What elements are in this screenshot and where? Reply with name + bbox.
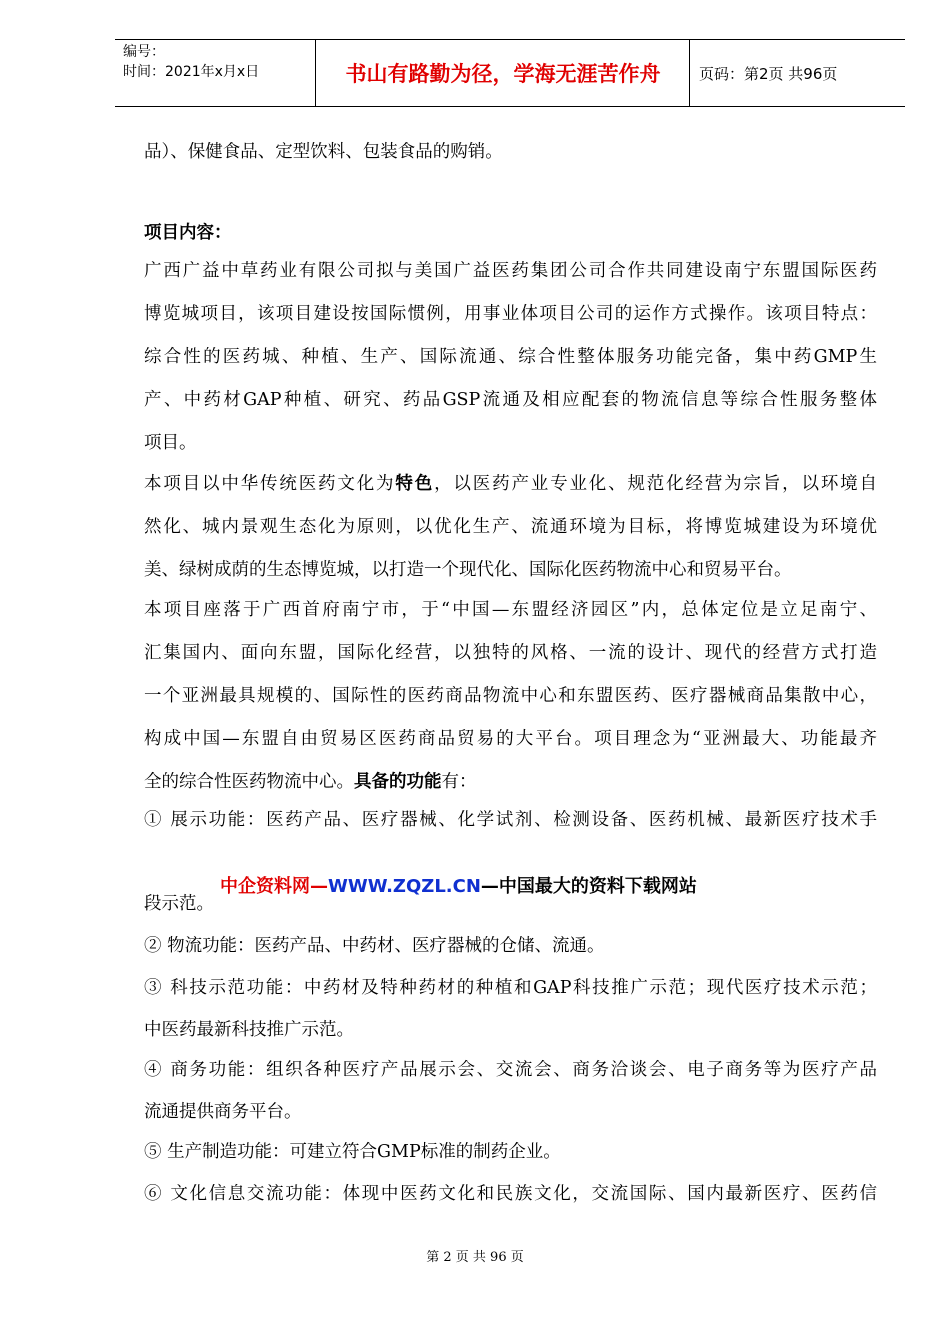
body-line: 品）、保健食品、定型饮料、包装食品的购销。 bbox=[144, 142, 503, 162]
body-line: 构成中国—东盟自由贸易区医药商品贸易的大平台。项目理念为“亚洲最大、功能最齐 bbox=[144, 729, 877, 749]
bold-phrase: 特色 bbox=[395, 474, 435, 494]
header-motto: 书山有路勤为径，学海无涯苦作舟 bbox=[345, 62, 661, 86]
body-line: 博览城项目，该项目建设按国际惯例，用事业体项目公司的运作方式操作。该项目特点： bbox=[144, 304, 877, 324]
serial-label: 编号： bbox=[123, 44, 165, 60]
header-divider bbox=[315, 40, 316, 106]
body-line: 段示范。 bbox=[144, 894, 214, 914]
body-line: 本项目座落于广西首府南宁市，于“中国—东盟经济园区”内，总体定位是立足南宁、 bbox=[144, 600, 877, 620]
time-label: 时间：2021年x月x日 bbox=[123, 64, 260, 80]
body-line: 美、绿树成荫的生态博览城，以打造一个现代化、国际化医药物流中心和贸易平台。 bbox=[144, 560, 792, 580]
body-line: 综合性的医药城、种植、生产、国际流通、综合性整体服务功能完备，集中药GMP生 bbox=[144, 347, 877, 367]
body-line: 产、中药材GAP种植、研究、药品GSP流通及相应配套的物流信息等综合性服务整体 bbox=[144, 390, 877, 410]
header-divider bbox=[689, 40, 690, 106]
list-item: ③ 科技示范功能：中药材及特种药材的种植和GAP科技推广示范；现代医疗技术示范； bbox=[144, 978, 877, 998]
list-item: ② 物流功能：医药产品、中药材、医疗器械的仓储、流通。 bbox=[144, 936, 605, 956]
body-line: 本项目以中华传统医药文化为特色，以医药产业专业化、规范化经营为宗旨，以环境自 bbox=[144, 474, 878, 494]
body-line: 中医药最新科技推广示范。 bbox=[144, 1020, 354, 1040]
body-line: 项目。 bbox=[144, 433, 197, 453]
header-meta bbox=[123, 42, 259, 82]
header-page-number: 页码：第2页 共96页 bbox=[699, 64, 838, 83]
body-line: 全的综合性医药物流中心。具备的功能有： bbox=[144, 772, 477, 792]
section-heading: 项目内容： bbox=[144, 223, 232, 243]
bold-phrase: 具备的功能 bbox=[354, 772, 442, 792]
body-line: 汇集国内、面向东盟，国际化经营，以独特的风格、一流的设计、现代的经营方式打造 bbox=[144, 643, 877, 663]
body-line: 流通提供商务平台。 bbox=[144, 1102, 302, 1122]
list-item: ④ 商务功能：组织各种医疗产品展示会、交流会、商务洽谈会、电子商务等为医疗产品 bbox=[144, 1060, 877, 1080]
list-item: ⑤ 生产制造功能：可建立符合GMP标准的制药企业。 bbox=[144, 1142, 561, 1162]
page-footer: 第 2 页 共 96 页 bbox=[426, 1250, 524, 1265]
body-line: 然化、城内景观生态化为原则，以优化生产、流通环境为目标，将博览城建设为环境优 bbox=[144, 517, 877, 537]
list-item: ⑥ 文化信息交流功能：体现中医药文化和民族文化，交流国际、国内最新医疗、医药信 bbox=[144, 1184, 877, 1204]
list-item: ① 展示功能：医药产品、医疗器械、化学试剂、检测设备、医药机械、最新医疗技术手 bbox=[144, 810, 877, 830]
body-line: 广西广益中草药业有限公司拟与美国广益医药集团公司合作共同建设南宁东盟国际医药 bbox=[144, 261, 877, 281]
watermark-banner: 中企资料网—WWW.ZQZL.CN—中国最大的资料下载网站 bbox=[220, 876, 697, 897]
page-header bbox=[115, 39, 905, 107]
body-line: 一个亚洲最具规模的、国际性的医药商品物流中心和东盟医药、医疗器械商品集散中心， bbox=[144, 686, 877, 706]
